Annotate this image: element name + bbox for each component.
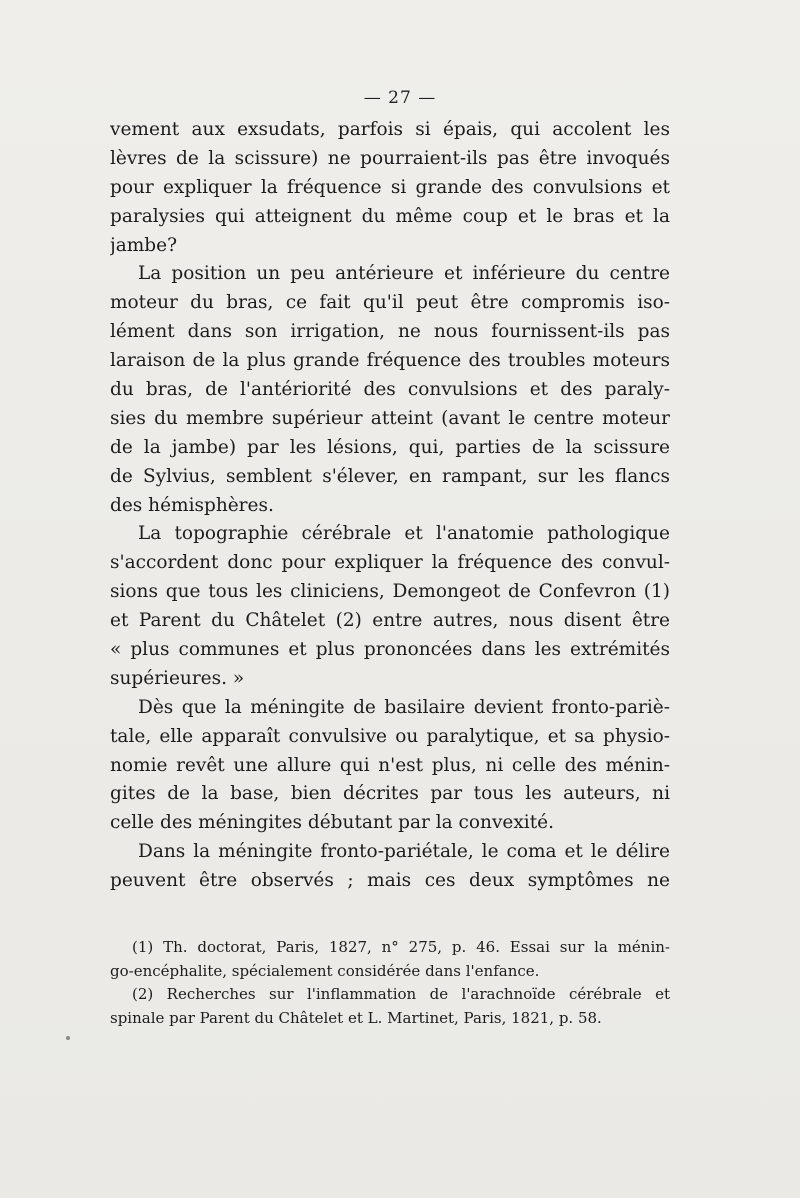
body-text: [110, 116, 670, 896]
text-line: sions que tous les cliniciens, Demongeot de Confevron (1): [110, 581, 670, 603]
text-line: La position un peu antérieure et inférieure du centre: [138, 263, 670, 285]
footnote-line: (2) Recherches sur l'inflammation de l'arachnoïde cérébrale et: [132, 985, 670, 1003]
text-line: de Sylvius, semblent s'élever, en rampant, sur les flancs: [110, 465, 670, 487]
text-line: pour expliquer la fréquence si grande des convulsions et: [110, 176, 670, 198]
text-line: de la jambe) par les lésions, qui, parties de la scissure: [110, 436, 670, 458]
text-line: gites de la base, bien décrites par tous les auteurs, ni: [110, 783, 670, 805]
footnote-line: go-encéphalite, spécialement considérée dans l'enfance.: [110, 961, 540, 980]
text-line: laraison de la plus grande fréquence des troubles moteurs: [110, 350, 670, 372]
text-line: jambe?: [110, 234, 178, 256]
text-line: sies du membre supérieur atteint (avant le centre moteur: [110, 407, 670, 429]
footnote-line: spinale par Parent du Châtelet et L. Martinet, Paris, 1821, p. 58.: [110, 1008, 602, 1027]
footnote-line: (1) Th. doctorat, Paris, 1827, n° 275, p. 46. Essai sur la ménin-: [132, 938, 670, 956]
text-line: lèvres de la scissure) ne pourraient-ils pas être invoqués: [110, 147, 670, 169]
text-line: Dès que la méningite de basilaire devient fronto-pariè-: [138, 696, 670, 718]
text-line: vement aux exsudats, parfois si épais, qui accolent les: [110, 119, 670, 140]
text-line: paralysies qui atteignent du même coup et le bras et la: [110, 205, 670, 227]
text-line: peuvent être observés ; mais ces deux symptômes ne: [110, 870, 670, 892]
text-line: La topographie cérébrale et l'anatomie pathologique: [138, 523, 670, 545]
text-line: supérieures. »: [110, 667, 245, 689]
text-line: nomie revêt une allure qui n'est plus, ni celle des ménin-: [110, 754, 670, 776]
text-line: et Parent du Châtelet (2) entre autres, nous disent être: [110, 610, 670, 632]
text-line: « plus communes et plus prononcées dans les extrémités: [110, 639, 670, 661]
text-line: moteur du bras, ce fait qu'il peut être compromis iso-: [110, 292, 670, 314]
page-number: — 27 —: [363, 88, 437, 108]
text-line: des hémisphères.: [110, 494, 274, 516]
text-line: celle des méningites débutant par la convexité.: [110, 812, 554, 834]
text-line: lément dans son irrigation, ne nous fournissent-ils pas: [110, 321, 670, 343]
text-line: tale, elle apparaît convulsive ou paralytique, et sa physio-: [110, 725, 670, 747]
paper-speck: [66, 1036, 70, 1040]
text-line: Dans la méningite fronto-pariétale, le coma et le délire: [138, 841, 670, 863]
text-line: s'accordent donc pour expliquer la fréquence des convul-: [110, 552, 670, 574]
text-line: du bras, de l'antériorité des convulsions et des paraly-: [110, 379, 670, 401]
footnotes: [110, 936, 670, 1030]
